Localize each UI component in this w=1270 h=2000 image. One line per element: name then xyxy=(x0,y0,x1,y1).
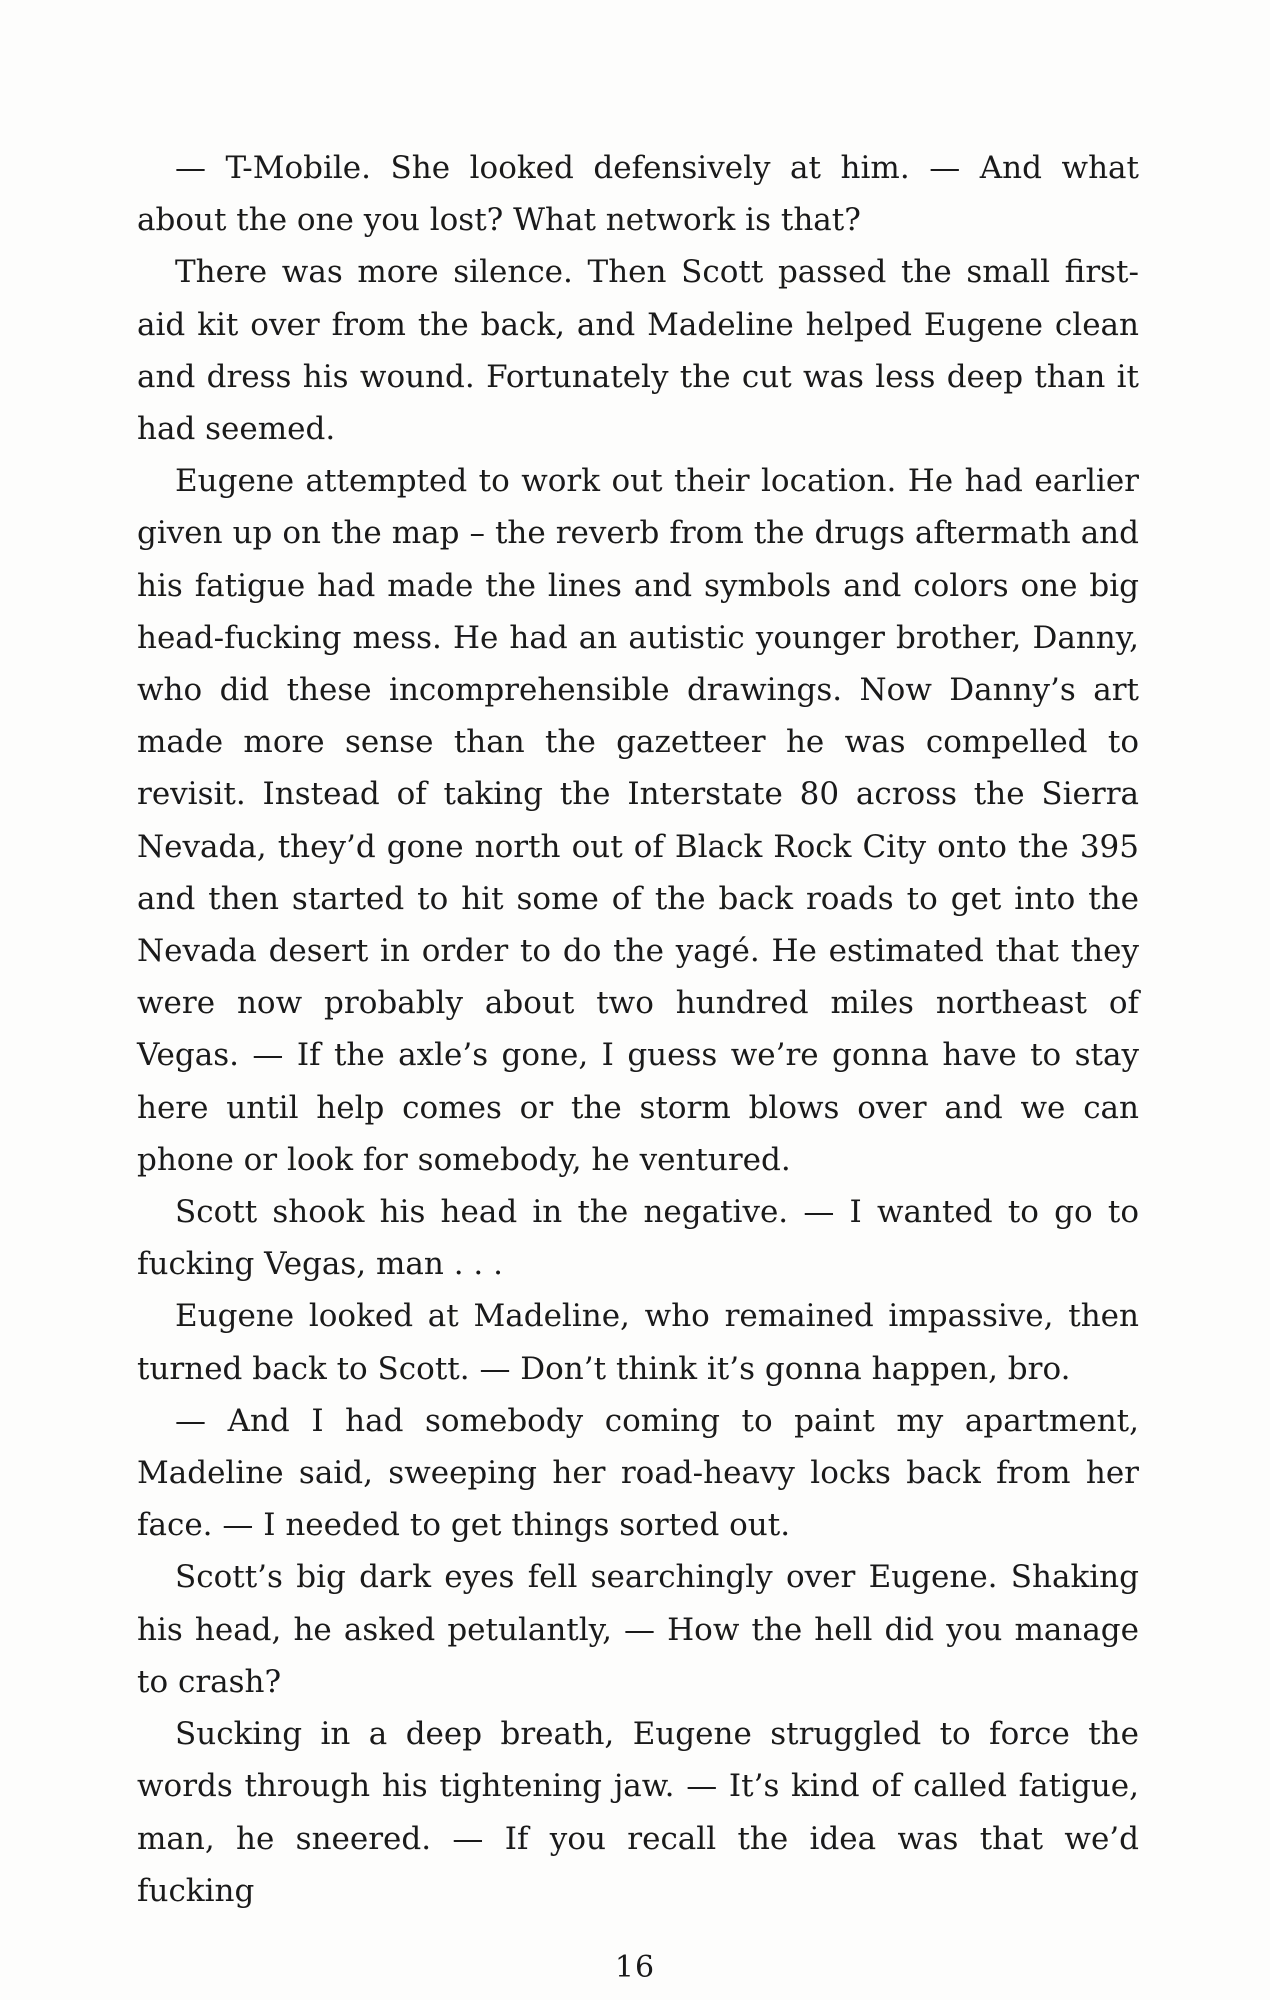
paragraph: — T-Mobile. She looked defensively at him. — And what about the one you lost? What network is that? xyxy=(137,150,1139,239)
paragraph: Eugene looked at Madeline, who remained impassive, then turned back to Scott. — Don’t think it’s gonna happen, bro. xyxy=(137,1298,1139,1387)
paragraph: There was more silence. Then Scott passed the small first-aid kit over from the back, and Madeline helped Eugene clean and dress his wound. Fortunately the cut was less deep than it had seemed. xyxy=(137,254,1139,448)
body-text xyxy=(137,142,1139,1917)
paragraph: Eugene attempted to work out their location. He had earlier given up on the map – the reverb from the drugs aftermath and his fatigue had made the lines and symbols and colors one big head-fucking mess. He had an autistic younger brother, Danny, who did these incomprehensible drawings. Now Danny’s art made more sense than the gazetteer he was compelled to revisit. Instead of taking the Interstate 80 across the Sierra Nevada, they’d gone north out of Black Rock City onto the 395 and then started to hit some of the back roads to get into the Nevada desert in order to do the yagé. He estimated that they were now probably about two hundred miles northeast of Vegas. — If the axle’s gone, I guess we’re gonna have to stay here until help comes or the storm blows over and we can phone or look for somebody, he ventured. xyxy=(137,463,1139,1178)
paragraph: Scott shook his head in the negative. — I wanted to go to fucking Vegas, man . . . xyxy=(137,1194,1139,1283)
paragraph: Sucking in a deep breath, Eugene struggled to force the words through his tightening jaw. — It’s kind of called fatigue, man, he sneered. — If you recall the idea was that we’d fucking xyxy=(137,1716,1139,1909)
page-number: 16 xyxy=(614,1950,656,1985)
paragraph: — And I had somebody coming to paint my apartment, Madeline said, sweeping her road-heavy locks back from her face. — I needed to get things sorted out. xyxy=(137,1402,1139,1544)
paragraph: Scott’s big dark eyes fell searchingly over Eugene. Shaking his head, he asked petulantly, — How the hell did you manage to crash? xyxy=(137,1559,1139,1700)
